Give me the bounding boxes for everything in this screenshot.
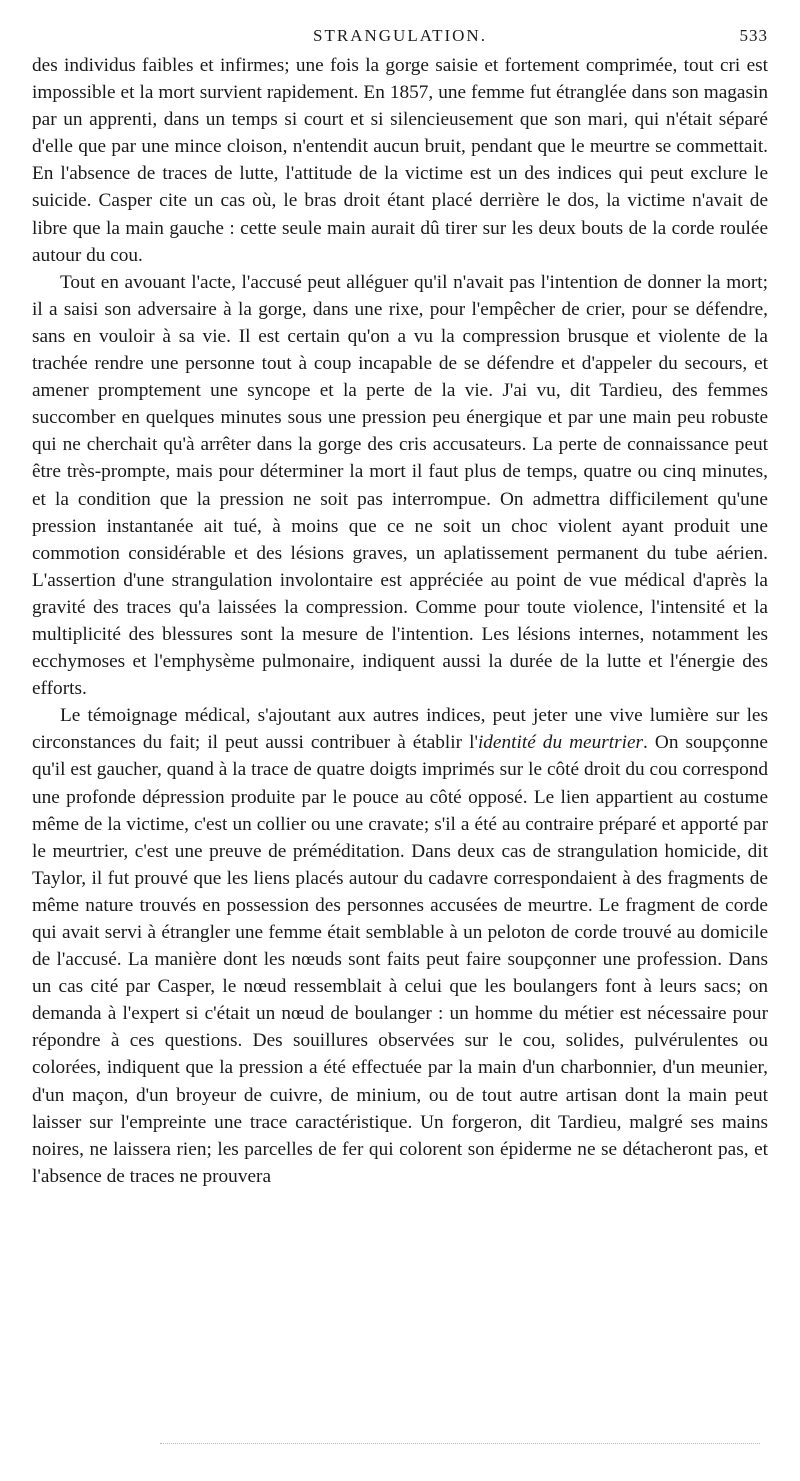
running-title: STRANGULATION. [313, 26, 487, 45]
paragraph-2: Tout en avouant l'acte, l'accusé peut alléguer qu'il n'avait pas l'intention de donner la mort; il a saisi son adversaire à la gorge, dans une rixe, pour l'empêcher de crier, pour se défendre, sans en vouloir à sa vie. Il est certain qu'on a vu la compression brusque et violente de la trachée rendre une personne tout à coup incapable de se défendre et d'appeler du secours, et amener promptement une syncope et la perte de la vie. J'ai vu, dit Tardieu, des femmes succomber en quelques minutes sous une pression peu énergique et par une main peu robuste qui ne cherchait qu'à arrêter dans la gorge des cris accusateurs. La perte de connaissance peut être très-prompte, mais pour déterminer la mort il faut plus de temps, quatre ou cinq minutes, et la condition que la pression ne soit pas interrompue. On admettra difficilement qu'une pression instantanée ait tué, à moins que ce ne soit un choc violent ayant produit une commotion considérable et des lésions graves, un aplatissement permanent du tube aérien. L'assertion d'une strangulation involontaire est appréciée au point de vue médical d'après la gravité des traces qu'a laissées la compression. Comme pour toute violence, l'intensité et la multiplicité des blessures sont la mesure de l'intention. Les lésions internes, notamment les ecchymoses et l'emphysème pulmonaire, indiquent aussi la durée de la lutte et l'énergie des efforts. [32, 271, 768, 700]
paragraph-3-text-after: . On soupçonne qu'il est gaucher, quand à la trace de quatre doigts imprimés sur le côté droit du cou correspond une profonde dépression produite par le pouce au côté opposé. Le lien appartient au costume même de la victime, c'est un collier ou une cravate; s'il a été au contraire préparé et apporté par le meurtrier, c'est une preuve de préméditation. Dans deux cas de strangulation homicide, dit Taylor, il fut prouvé que les liens placés autour du cadavre correspondaient à des fragments de même nature trouvés en possession des personnes accusées de meurtre. Le fragment de corde qui avait servi à étrangler une femme était semblable à un peloton de corde trouvé au domicile de l'accusé. La manière dont les nœuds sont faits peut faire soupçonner une profession. Dans un cas cité par Casper, le nœud ressemblait à celui que les boulangers font à leurs sacs; on demanda à l'expert si c'était un nœud de boulanger : un homme du métier est nécessaire pour répondre à ces questions. Des souillures observées sur le cou, solides, pulvérulentes ou colorées, indiquent que la pression a été effectuée par la main d'un charbonnier, d'un meunier, d'un maçon, d'un broyeur de cuivre, de minium, ou de tout autre artisan dont la main peut laisser sur l'empreinte une trace caractéristique. Un forgeron, dit Tardieu, malgré ses mains noires, ne laissera rien; les parcelles de fer qui colorent son épiderme ne se détacheront pas, et l'absence de traces ne prouvera [32, 732, 768, 1187]
body-text [32, 52, 768, 1190]
running-head [32, 26, 768, 52]
paragraph-1: des individus faibles et infirmes; une fois la gorge saisie et fortement comprimée, tout cri est impossible et la mort survient rapidement. En 1857, une femme fut étranglée dans son magasin par un apprenti, dans un temps si court et si silencieusement que son mari, qui n'était séparé d'elle que par une mince cloison, n'entendit aucun bruit, pendant que le meurtre se commettait. En l'absence de traces de lutte, l'attitude de la victime est un des indices qui peut exclure le suicide. Casper cite un cas où, le bras droit étant placé derrière le dos, la victime n'avait de libre que la main gauche : cette seule main aurait dû tirer sur les deux bouts de la corde roulée autour du cou. [32, 55, 768, 266]
paragraph-3 [32, 702, 768, 1190]
paragraph-3-text-before: Le témoignage médical, s'ajoutant aux autres indices, peut jeter une vive lumière sur les circonstances du fait; il peut aussi contribuer à établir l' [32, 705, 768, 754]
page-number: 533 [739, 26, 768, 45]
book-page [32, 26, 768, 1190]
footer-rule [160, 1443, 760, 1444]
paragraph-3-emphasis: identité du meurtrier [477, 732, 644, 754]
